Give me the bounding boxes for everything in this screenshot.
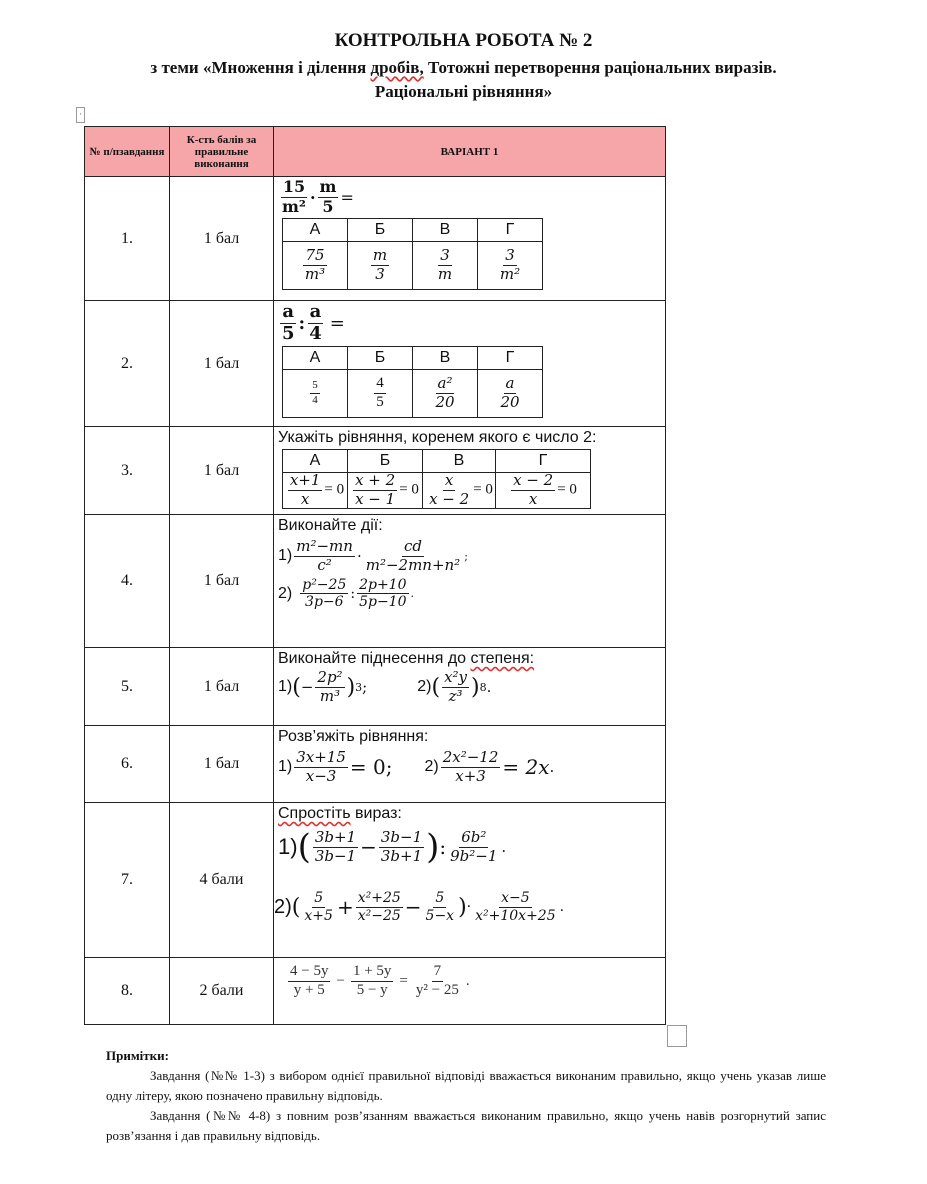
fraction: $\frac{15}{\text{m²}}$ bbox=[282, 177, 306, 216]
table-row bbox=[85, 515, 666, 648]
task-prompt: Спростіть вираз: bbox=[278, 805, 402, 822]
task-content: $\frac{15}{\text{m²}}$ · $\frac{m}{5}$ = А Б В Г $\frac{75}{\text{m³}}$ $\frac{m}{3}$ $\frac{3}{m}$ $\frac{3}{\text{m²}}$ bbox=[274, 177, 666, 301]
test-table bbox=[84, 126, 666, 1025]
task-number: 4. bbox=[85, 515, 170, 648]
task-points: 1 бал bbox=[170, 177, 274, 301]
option-c: $\frac{\text{a²}}{20}$ bbox=[413, 369, 478, 417]
task-number: 2. bbox=[85, 301, 170, 427]
option-letter: В bbox=[423, 450, 496, 473]
answer-grid bbox=[282, 449, 591, 509]
answer-grid bbox=[282, 346, 543, 418]
task-content: Спростіть вираз: 1) ( $\frac{3b+1}{3b-1}$ − $\frac{3b-1}{3b+1}$ ) : $\frac{\text{6b²}}{\text{9b²−1}}$ . 2) ( $\frac{5}{x+5}$ + $\frac{\text{x²+25}}{\text{x²−25}}$ − $\frac{5}{5-x}$ ) · $\frac{x-5}{\text{x²+10x+25}}$ . bbox=[274, 803, 666, 958]
notes-heading: Примітки: bbox=[106, 1048, 169, 1063]
task-points: 1 бал bbox=[170, 427, 274, 515]
table-row bbox=[85, 427, 666, 515]
option-c: $\frac{x}{x - 2}$ = 0 bbox=[423, 473, 496, 509]
table-row bbox=[85, 648, 666, 726]
table-row bbox=[85, 958, 666, 1025]
option-letter: Б bbox=[348, 450, 423, 473]
task-content: Виконайте піднесення до степеня: 1) ( − $\frac{\text{2p²}}{\text{m³}}$ ) 3 ; 2) ( $\frac{\text{x²y}}{\text{z³}}$ ) 8 . bbox=[274, 648, 666, 726]
option-letter: А bbox=[283, 218, 348, 241]
answer-grid bbox=[282, 218, 543, 290]
task-content: Виконайте дії: 1) $\frac{\text{m²−mn}}{\text{c²}}$ · $\frac{cd}{\text{m²−2mn+n²}}$ ; 2) $\frac{\text{p²−25}}{3p-6}$ : $\frac{2p+10}{5p-10}$ . bbox=[274, 515, 666, 648]
header-number: № п/пзавдання bbox=[85, 127, 170, 177]
option-a: $\frac{5}{4}$ bbox=[283, 369, 348, 417]
task-number: 7. bbox=[85, 803, 170, 958]
page-title: КОНТРОЛЬНА РОБОТА № 2 bbox=[334, 30, 593, 51]
task-points: 1 бал bbox=[170, 726, 274, 803]
task-points: 1 бал bbox=[170, 648, 274, 726]
notes-section bbox=[106, 1046, 826, 1146]
table-row bbox=[85, 301, 666, 427]
option-b: $\frac{4}{5}$ bbox=[348, 369, 413, 417]
option-b: $\frac{x + 2}{x - 1}$ = 0 bbox=[348, 473, 423, 509]
note-paragraph: Завдання (№№ 4-8) з повним розв’язанням вважається виконаним правильно, якщо учень навів розгорнутий запис розв’язання і дав правильну відповідь. bbox=[106, 1108, 826, 1143]
topic-part-2: Тотожні перетворення раціональних виразів. bbox=[423, 58, 777, 77]
task-number: 3. bbox=[85, 427, 170, 515]
table-resize-handle[interactable] bbox=[667, 1025, 687, 1047]
option-letter: Б bbox=[348, 346, 413, 369]
page-subtitle-line2: Раціональні рівняння» bbox=[374, 82, 553, 101]
task-number: 8. bbox=[85, 958, 170, 1025]
note-paragraph: Завдання (№№ 1-3) з вибором однієї правильної відповіді вважається виконаним правильно, якщо учень указав лише одну літеру, якою позначено правильну відповідь. bbox=[106, 1068, 826, 1103]
table-move-handle[interactable]: · bbox=[76, 107, 85, 123]
header-points: К-сть балів за правильне виконання bbox=[170, 127, 274, 177]
task-number: 1. bbox=[85, 177, 170, 301]
task-prompt: Укажіть рівняння, коренем якого є число 2: bbox=[278, 429, 597, 446]
task-points: 4 бали bbox=[170, 803, 274, 958]
fraction: $\frac{m}{5}$ bbox=[319, 177, 337, 216]
option-letter: В bbox=[413, 346, 478, 369]
option-d: $\frac{a}{20}$ bbox=[478, 369, 543, 417]
task-content bbox=[274, 427, 666, 515]
option-letter: В bbox=[413, 218, 478, 241]
option-letter: А bbox=[283, 346, 348, 369]
task-prompt: Виконайте піднесення до степеня: bbox=[278, 650, 535, 667]
option-letter: Г bbox=[478, 346, 543, 369]
task-points: 2 бали bbox=[170, 958, 274, 1025]
table-row bbox=[85, 177, 666, 301]
task-points: 1 бал bbox=[170, 515, 274, 648]
task-prompt: Виконайте дії: bbox=[278, 517, 383, 534]
option-b: $\frac{m}{3}$ bbox=[348, 241, 413, 289]
option-letter: Б bbox=[348, 218, 413, 241]
header-variant: ВАРІАНТ 1 bbox=[274, 127, 666, 177]
option-d: $\frac{3}{\text{m²}}$ bbox=[478, 241, 543, 289]
option-letter: Г bbox=[496, 450, 591, 473]
option-c: $\frac{3}{m}$ bbox=[413, 241, 478, 289]
option-d: $\frac{x - 2}{x}$ = 0 bbox=[496, 473, 591, 509]
table-row bbox=[85, 803, 666, 958]
topic-part-1: з теми «Множення і ділення bbox=[150, 58, 371, 77]
table-header-row bbox=[85, 127, 666, 177]
topic-word-spellcheck: дробів, bbox=[370, 58, 424, 77]
task-content: Розв’яжіть рівняння: 1) $\frac{3x+15}{x-3}$ = 0; 2) $\frac{\text{2x²−12}}{x+3}$ = 2x . bbox=[274, 726, 666, 803]
page-subtitle bbox=[0, 58, 927, 78]
task-points: 1 бал bbox=[170, 301, 274, 427]
task-number: 5. bbox=[85, 648, 170, 726]
option-letter: Г bbox=[478, 218, 543, 241]
option-a: $\frac{75}{\text{m³}}$ bbox=[283, 241, 348, 289]
task-number: 6. bbox=[85, 726, 170, 803]
table-row bbox=[85, 726, 666, 803]
task-content: $\frac{a}{5}$ : $\frac{a}{4}$ = А Б В Г $\frac{5}{4}$ $\frac{4}{5}$ $\frac{\text{a²}}{20}$ $\frac{a}{20}$ bbox=[274, 301, 666, 427]
option-a: $\frac{x+1}{x}$ = 0 bbox=[283, 473, 348, 509]
option-letter: А bbox=[283, 450, 348, 473]
task-content: $\frac{4 - 5y}{y + 5}$ − $\frac{1 + 5y}{5 - y}$ = $\frac{7}{\text{y² − 25}}$ . bbox=[274, 958, 666, 1025]
task-prompt: Розв’яжіть рівняння: bbox=[278, 728, 429, 745]
